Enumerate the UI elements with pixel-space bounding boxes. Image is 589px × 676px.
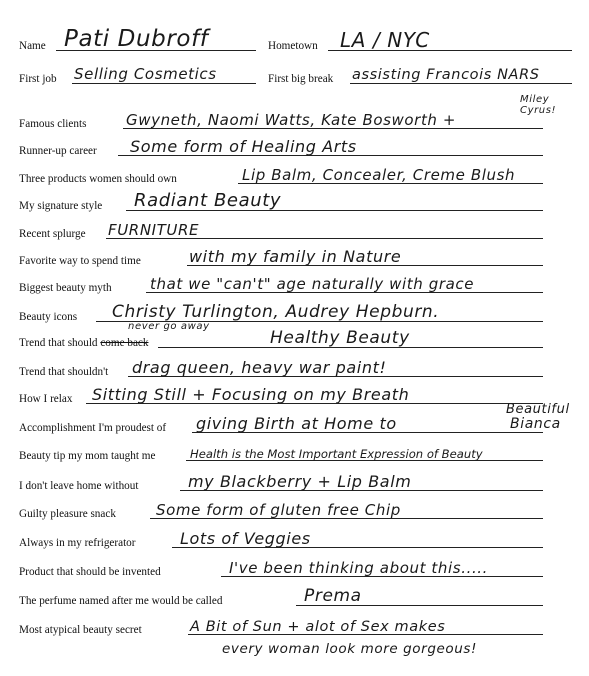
mom-tip-label: Beauty tip my mom taught me [19,450,156,462]
first-big-break-label: First big break [268,73,334,85]
form-row-atypical-secret [0,606,589,640]
accomplishment-extra-top: Beautiful [506,402,570,417]
hometown-label: Hometown [268,40,318,52]
accomplishment-extra-bottom: Bianca [510,416,561,432]
first-big-break-value: assisting Francois NARS [352,67,540,83]
trend-shouldnt-label: Trend that shouldn't [19,366,109,378]
favorite-way-value: with my family in Nature [189,247,402,266]
first-job-label: First job [19,73,57,85]
dont-leave-label: I don't leave home without [19,480,139,492]
famous-clients-extra: Miley Cyrus! [520,94,557,116]
first-job-value: Selling Cosmetics [74,65,217,83]
form-row-first-job [0,55,589,89]
trend-should-label-prefix: Trend that should [19,337,101,349]
runner-up-value: Some form of Healing Arts [130,137,357,156]
name-label: Name [19,40,46,52]
guilty-snack-label: Guilty pleasure snack [19,508,116,520]
recent-splurge-label: Recent splurge [19,228,86,240]
how-relax-label: How I relax [19,393,73,405]
invented-label: Product that should be invented [19,566,161,578]
trend-should-value: Healthy Beauty [270,328,410,348]
trend-should-label-struck: come back [100,337,149,349]
dont-leave-value: my Blackberry + Lip Balm [188,472,412,491]
trend-shouldnt-value: drag queen, heavy war paint! [132,358,387,377]
name-value: Pati Dubroff [64,26,209,52]
mom-tip-value: Health is the Most Important Expression of Beauty [190,447,483,461]
first-job-line [72,83,256,84]
accomplishment-value: giving Birth at Home to [196,414,397,433]
beauty-myth-label: Biggest beauty myth [19,282,112,294]
three-products-value: Lip Balm, Concealer, Creme Blush [242,166,516,184]
guilty-snack-value: Some form of gluten free Chip [156,501,401,519]
perfume-label: The perfume named after me would be called [19,595,223,607]
hometown-value: LA / NYC [340,28,430,52]
atypical-secret-value-line2: every woman look more gorgeous! [222,641,478,657]
beauty-icons-value: Christy Turlington, Audrey Hepburn. [112,302,440,322]
form-row-name [0,22,589,56]
runner-up-label: Runner-up career [19,145,97,157]
recent-splurge-value: FURNITURE [108,221,200,239]
form-row-mom-tip [0,432,589,466]
atypical-secret-value: A Bit of Sun + alot of Sex makes [190,619,446,635]
beauty-icons-label: Beauty icons [19,311,78,323]
trend-should-insert: never go away [128,321,210,332]
refrigerator-label: Always in my refrigerator [19,537,136,549]
perfume-value: Prema [304,586,362,606]
refrigerator-value: Lots of Veggies [180,529,311,548]
three-products-label: Three products women should own [19,173,177,185]
signature-style-value: Radiant Beauty [134,190,282,211]
famous-clients-value: Gwyneth, Naomi Watts, Kate Bosworth + [126,111,457,129]
how-relax-value: Sitting Still + Focusing on my Breath [92,385,410,404]
signature-style-label: My signature style [19,200,103,212]
favorite-way-label: Favorite way to spend time [19,255,141,267]
beauty-myth-value: that we "can't" age naturally with grace [150,275,475,293]
invented-value: I've been thinking about this..... [229,559,489,577]
famous-clients-label: Famous clients [19,118,87,130]
atypical-secret-label: Most atypical beauty secret [19,624,142,636]
first-big-break-line [350,83,572,84]
accomplishment-label: Accomplishment I'm proudest of [19,422,167,434]
